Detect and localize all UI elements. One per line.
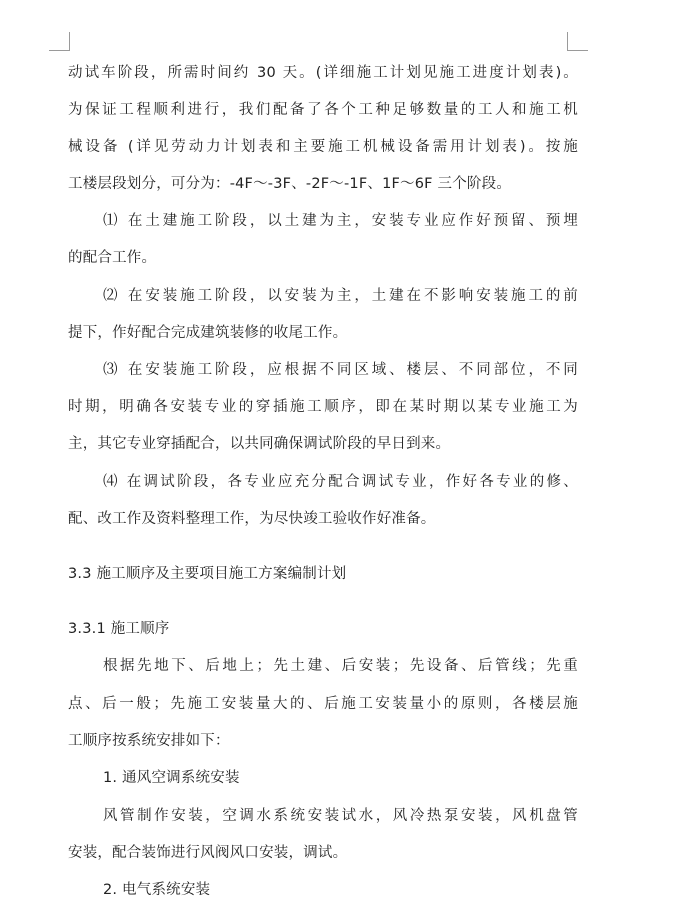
paragraph-line: 安装，配合装饰进行风阀风口安装，调试。 [68, 845, 348, 861]
text-line: 工楼层段划分，可分为：-4F～-3F、-2F～-1F、1F～6F 三个阶段。 [68, 176, 512, 192]
text-line: 配、改工作及资料整理工作，为尽快竣工验收作好准备。 [68, 511, 436, 527]
crop-mark-top-right [567, 32, 588, 51]
text-line: 主，其它专业穿插配合，以共同确保调试阶段的早日到来。 [68, 436, 451, 452]
list-item-3: ⑶ 在安装施工阶段，应根据不同区域、楼层、不同部位，不同 [103, 362, 578, 378]
section-heading-3-3: 3.3 施工顺序及主要项目施工方案编制计划 [68, 566, 347, 582]
text-line: 械设备 (详见劳动力计划表和主要施工机械设备需用计划表)。按施 [68, 139, 578, 155]
crop-mark-top-left [49, 32, 70, 51]
subheading-electrical: 2. 电气系统安装 [103, 882, 211, 898]
list-item-2: ⑵ 在安装施工阶段，以安装为主，土建在不影响安装施工的前 [103, 288, 578, 304]
text-line: 动试车阶段，所需时间约 30 天。(详细施工计划见施工进度计划表)。 [68, 65, 578, 81]
list-item-1: ⑴ 在土建施工阶段，以土建为主，安装专业应作好预留、预埋 [103, 213, 578, 229]
text-line: 时期，明确各安装专业的穿插施工顺序，即在某时期以某专业施工为 [68, 399, 578, 415]
list-item-4: ⑷ 在调试阶段，各专业应充分配合调试专业，作好各专业的修、 [103, 474, 578, 490]
text-line: 为保证工程顺利进行，我们配备了各个工种足够数量的工人和施工机 [68, 102, 578, 118]
paragraph-line: 风管制作安装，空调水系统安装试水，风冷热泵安装，风机盘管 [103, 808, 578, 824]
paragraph-line: 工顺序按系统安排如下： [68, 733, 230, 749]
text-line: 的配合工作。 [68, 250, 157, 266]
text-line: 提下，作好配合完成建筑装修的收尾工作。 [68, 325, 348, 341]
paragraph-line: 根据先地下、后地上；先土建、后安装；先设备、后管线；先重 [103, 658, 578, 674]
paragraph-line: 点、后一般；先施工安装量大的、后施工安装量小的原则，各楼层施 [68, 696, 578, 712]
subheading-hvac: 1. 通风空调系统安装 [103, 770, 240, 786]
section-heading-3-3-1: 3.3.1 施工顺序 [68, 621, 170, 637]
